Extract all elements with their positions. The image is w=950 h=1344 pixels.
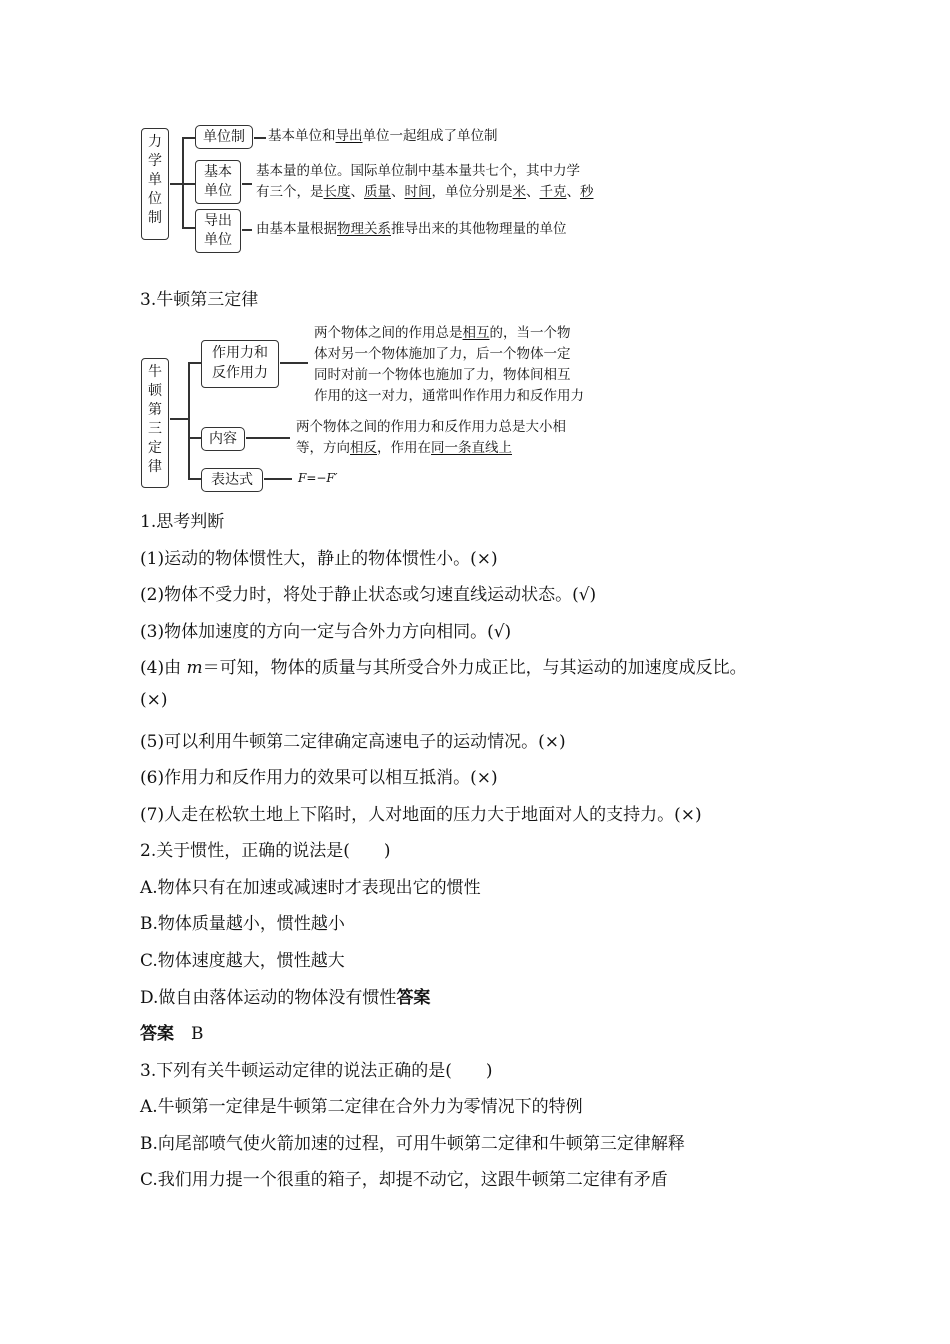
branch-desc: 两个物体之间的作用力和反作用力总是大小相 等，方向相反，作用在同一条直线上 bbox=[296, 419, 566, 456]
branch-label: 表达式 bbox=[211, 472, 253, 488]
option-c: C.物体速度越大，惯性越大 bbox=[140, 951, 345, 971]
root-char: 律 bbox=[148, 459, 162, 475]
section-title: 3.牛顿第三定律 bbox=[140, 290, 259, 310]
root-char: 定 bbox=[148, 440, 162, 456]
root-box-unit-system bbox=[141, 128, 169, 240]
branch-label: 导出 bbox=[204, 213, 232, 229]
formula: F=−F′ bbox=[298, 471, 338, 485]
branch-box-content bbox=[201, 427, 245, 451]
root-char: 顿 bbox=[148, 383, 162, 399]
branch-label: 作用力和 bbox=[212, 345, 268, 361]
connector bbox=[242, 229, 252, 231]
connector bbox=[280, 362, 308, 364]
option-c: C.我们用力提一个很重的箱子，却提不动它，这跟牛顿第二定律有矛盾 bbox=[140, 1170, 668, 1190]
branch-box-derived-unit bbox=[195, 209, 241, 253]
branch-desc: 两个物体之间的作用总是相互的，当一个物 体对另一个物体施加了力，后一个物体一定 同时对前一个物体也施加了力，物体间相互 作用的这一对力，通常叫作作用力和反作用力 bbox=[314, 325, 584, 404]
root-char: 力 bbox=[148, 134, 162, 150]
statement-3: (3)物体加速度的方向一定与合外力方向相同。(√) bbox=[140, 622, 512, 642]
option-a: A.牛顿第一定律是牛顿第二定律在合外力为零情况下的特例 bbox=[140, 1097, 583, 1117]
connector bbox=[182, 183, 196, 185]
answer-line: 答案 B bbox=[140, 1024, 204, 1044]
branch-label: 内容 bbox=[209, 431, 237, 447]
branch-label: 反作用力 bbox=[212, 365, 268, 381]
option-d: D.做自由落体运动的物体没有惯性答案 bbox=[140, 988, 431, 1008]
statement-7: (7)人走在松软土地上下陷时，人对地面的压力大于地面对人的支持力。(×) bbox=[140, 805, 702, 825]
connector bbox=[188, 478, 202, 480]
branch-label: 单位 bbox=[204, 183, 232, 199]
option-b: B.物体质量越小，惯性越小 bbox=[140, 914, 345, 934]
statement-5: (5)可以利用牛顿第二定律确定高速电子的运动情况。(×) bbox=[140, 732, 566, 752]
connector bbox=[188, 362, 190, 479]
connector bbox=[182, 137, 184, 227]
branch-desc: 基本量的单位。国际单位制中基本量共七个，其中力学 有三个，是长度、质量、时间，单位分别是米、千克、秒 bbox=[256, 163, 594, 200]
branch-box-base-unit bbox=[195, 160, 241, 204]
connector bbox=[182, 137, 196, 139]
option-a: A.物体只有在加速或减速时才表现出它的惯性 bbox=[140, 878, 481, 898]
root-char: 牛 bbox=[148, 364, 162, 380]
root-char: 学 bbox=[148, 153, 162, 169]
branch-desc: 由基本量根据物理关系推导出来的其他物理量的单位 bbox=[256, 221, 567, 237]
connector bbox=[242, 183, 252, 185]
root-box-third-law bbox=[141, 358, 169, 488]
root-char: 三 bbox=[148, 421, 162, 437]
connector bbox=[170, 183, 182, 185]
connector bbox=[188, 437, 202, 439]
option-b: B.向尾部喷气使火箭加速的过程，可用牛顿第二定律和牛顿第三定律解释 bbox=[140, 1134, 685, 1154]
statement-4: (4)由 m＝可知，物体的质量与其所受合外力成正比，与其运动的加速度成反比。 bbox=[140, 658, 747, 678]
branch-desc: 基本单位和导出单位一起组成了单位制 bbox=[268, 128, 498, 144]
root-char: 位 bbox=[148, 191, 162, 207]
connector bbox=[264, 478, 292, 480]
statement-1: (1)运动的物体惯性大，静止的物体惯性小。(×) bbox=[140, 549, 498, 569]
branch-label: 基本 bbox=[204, 164, 232, 180]
question-2: 2.关于惯性，正确的说法是( ) bbox=[140, 841, 391, 861]
heading-judgement: 1.思考判断 bbox=[140, 512, 225, 532]
root-char: 单 bbox=[148, 172, 162, 188]
branch-box-unit-system bbox=[195, 125, 253, 149]
connector bbox=[188, 362, 202, 364]
statement-2: (2)物体不受力时，将处于静止状态或匀速直线运动状态。(√) bbox=[140, 585, 597, 605]
branch-box-action-reaction bbox=[201, 340, 279, 388]
branch-label: 单位制 bbox=[203, 129, 245, 145]
root-char: 制 bbox=[148, 210, 162, 226]
root-char: 第 bbox=[148, 402, 162, 418]
connector bbox=[246, 437, 290, 439]
branch-label: 单位 bbox=[204, 232, 232, 248]
statement-4-answer: (×) bbox=[140, 690, 168, 710]
connector bbox=[182, 227, 196, 229]
question-3: 3.下列有关牛顿运动定律的说法正确的是( ) bbox=[140, 1061, 493, 1081]
branch-box-expression bbox=[201, 468, 263, 492]
statement-6: (6)作用力和反作用力的效果可以相互抵消。(×) bbox=[140, 768, 498, 788]
connector bbox=[170, 418, 188, 420]
connector bbox=[254, 137, 266, 139]
